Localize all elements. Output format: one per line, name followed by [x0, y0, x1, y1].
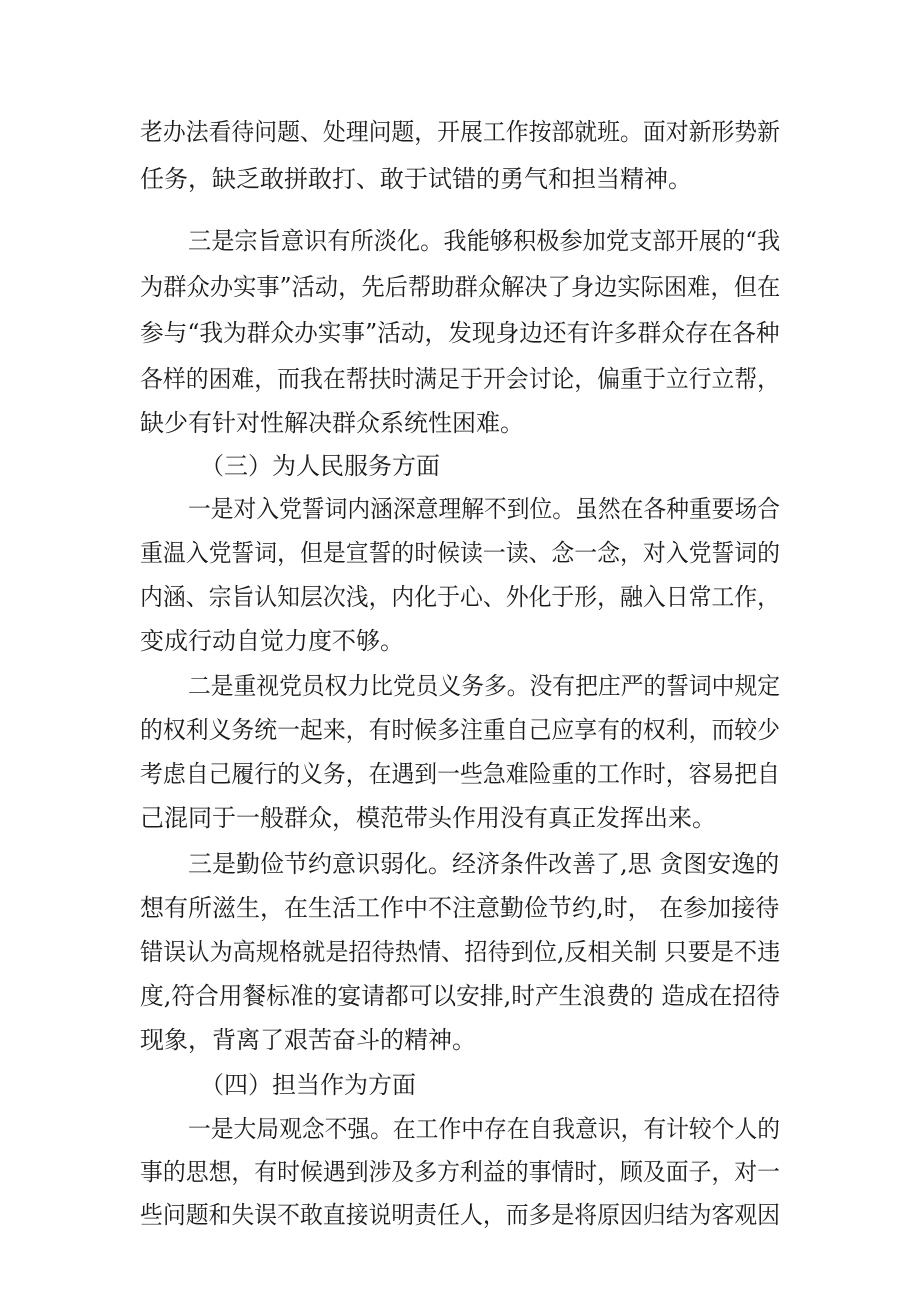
text-line: 缺少有针对性解决群众系统性困难。	[140, 409, 524, 437]
text-line: 考虑自己履行的义务，在遇到一些急难险重的工作时，容易把自	[140, 760, 781, 788]
text-line: 各样的困难，而我在帮扶时满足于开会讨论，偏重于立行立帮，	[140, 365, 781, 393]
text-line: 重温入党誓词，但是宣誓的时候读一读、念一念，对入党誓词的	[140, 539, 781, 567]
section-heading: （四）担当作为方面	[200, 1071, 416, 1099]
section-heading: （三）为人民服务方面	[200, 452, 440, 480]
text-line: 三是宗旨意识有所淡化。我能够积极参加党支部开展的“我	[188, 227, 781, 255]
text-line: 二是重视党员权力比党员义务多。没有把庄严的誓词中规定	[188, 672, 780, 700]
text-line: 的权利义务统一起来，有时候多注重自己应享有的权利，而较少	[140, 716, 781, 744]
text-line: 事的思想，有时候遇到涉及多方利益的事情时，顾及面子，对一	[140, 1158, 781, 1186]
text-line: 度,符合用餐标准的宴请都可以安排,时产生浪费的 造成在招待	[140, 982, 780, 1010]
text-line: 任务，缺乏敢拼敢打、敢于试错的勇气和担当精神。	[140, 165, 692, 193]
text-line: 错误认为高规格就是招待热情、招待到位,反相关制 只要是不违	[140, 938, 781, 966]
text-line: 老办法看待问题、处理问题，开展工作按部就班。面对新形势新	[140, 118, 781, 146]
text-line: 内涵、宗旨认知层次浅，内化于心、外化于形，融入日常工作，	[140, 583, 781, 611]
text-line: 些问题和失误不敢直接说明责任人，而多是将原因归结为客观因	[140, 1201, 781, 1229]
text-line: 现象，背离了艰苦奋斗的精神。	[140, 1026, 476, 1054]
text-line: 想有所滋生，在生活工作中不注意勤俭节约,时， 在参加接待	[140, 894, 780, 922]
text-line: 参与“我为群众办实事”活动，发现身边还有许多群众存在各种	[140, 319, 780, 347]
text-line: 为群众办实事”活动，先后帮助群众解决了身边实际困难，但在	[140, 273, 781, 301]
text-line: 一是对入党誓词内涵深意理解不到位。虽然在各种重要场合	[188, 495, 780, 523]
text-line: 三是勤俭节约意识弱化。经济条件改善了,思 贪图安逸的	[188, 850, 780, 878]
text-line: 己混同于一般群众，模范带头作用没有真正发挥出来。	[140, 804, 716, 832]
text-line: 变成行动自觉力度不够。	[140, 627, 404, 655]
text-line: 一是大局观念不强。在工作中存在自我意识，有计较个人的	[188, 1115, 780, 1143]
